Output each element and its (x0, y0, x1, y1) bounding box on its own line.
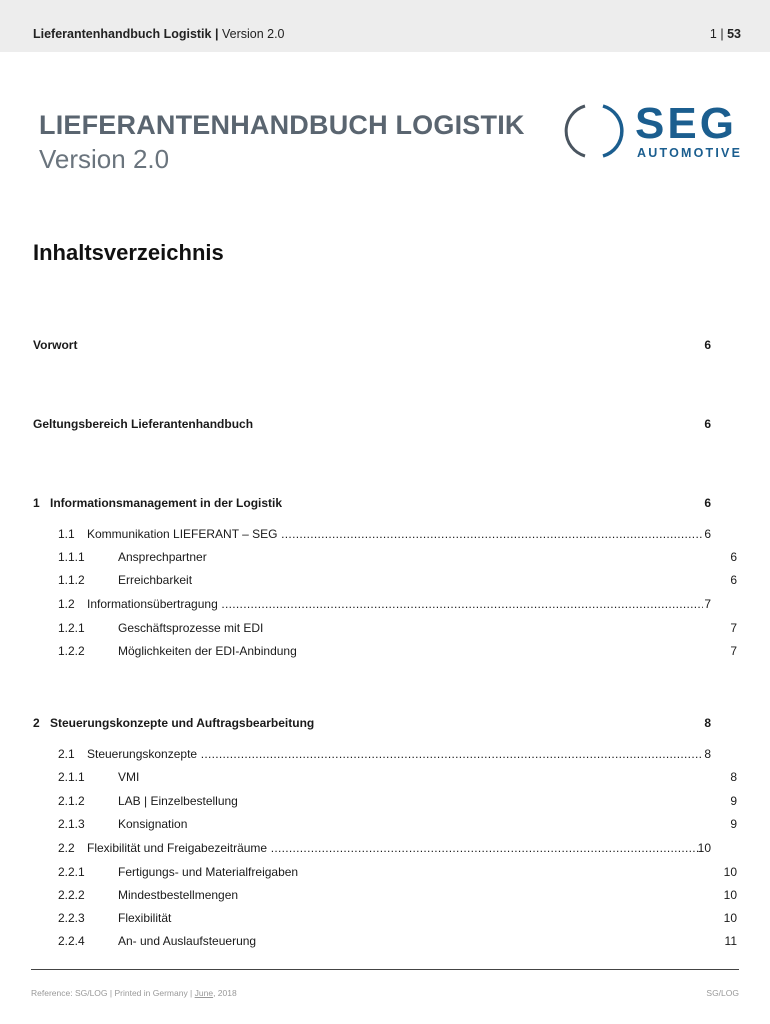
header-doc-title (33, 27, 285, 41)
toc-entry-number: 1.1.2 (58, 573, 85, 587)
footer-code: SG/LOG (706, 988, 739, 998)
toc-entry-title: Steuerungskonzepte ..... (87, 747, 703, 761)
toc-entry-title: Geltungsbereich Lieferantenhandbuch (33, 417, 254, 431)
toc-entry-title: Ansprechpartner (118, 550, 207, 564)
page-current: 1 (709, 27, 717, 41)
toc-entry-number: 2.1 (58, 747, 75, 761)
toc-entry-number: 1.2 (58, 597, 75, 611)
toc-entry-title: LAB | Einzelbestellung (118, 794, 238, 808)
toc-entry-title: Flexibilität und Freigabezeiträume ..... (87, 841, 703, 855)
toc-entry-title: VMI (118, 770, 140, 784)
footer-reference (31, 988, 237, 998)
document-title: LIEFERANTENHANDBUCH LOGISTIK (39, 110, 525, 140)
toc-entry-page: 6 (730, 573, 737, 587)
toc-entry-page: 6 (704, 527, 711, 541)
toc-entry-number: 1.1.1 (58, 550, 85, 564)
toc-entry-title: Fertigungs- und Materialfreigaben (118, 865, 299, 879)
toc-entry-title: Vorwort (33, 338, 78, 352)
toc-entry-title: Flexibilität (118, 911, 172, 925)
toc-entry-number: 1.1 (58, 527, 75, 541)
toc-entry-number: 1 (33, 496, 40, 510)
toc-entry-page: 6 (704, 338, 711, 352)
toc-entry-page: 6 (704, 496, 711, 510)
toc-entry-title: An- und Auslaufsteuerung (118, 934, 257, 948)
toc-entry-number: 1.2.1 (58, 621, 85, 635)
toc-entry-number: 2.1.3 (58, 817, 85, 831)
toc-heading: Inhaltsverzeichnis (33, 240, 224, 265)
toc-entry-page: 6 (704, 417, 711, 431)
toc-entry-page: 10 (723, 911, 737, 925)
toc-entry-title: Konsignation (118, 817, 188, 831)
document-version: Version 2.0 (39, 144, 170, 174)
page-separator: | (720, 27, 724, 41)
toc-entry-page: 7 (704, 597, 711, 611)
footer-month: June (194, 988, 214, 998)
toc-entry-page: 6 (730, 550, 737, 564)
toc-entry-title: Möglichkeiten der EDI-Anbindung (118, 644, 297, 658)
header-separator: | (214, 27, 219, 41)
toc-entry-page: 9 (730, 794, 737, 808)
toc-entry-number: 2.2.3 (58, 911, 85, 925)
page-total: 53 (727, 27, 741, 41)
toc-entry-page: 8 (704, 716, 711, 730)
logo-swoosh-icon (563, 100, 629, 162)
logo-wordmark: SEG (635, 99, 737, 148)
toc-entry-title: Informationsübertragung ..... (87, 597, 703, 611)
toc-entry-title: Geschäftsprozesse mit EDI (118, 621, 264, 635)
toc-entry-page: 7 (730, 621, 737, 635)
toc-entry-page: 11 (724, 934, 737, 948)
toc-entry-page: 9 (730, 817, 737, 831)
logo-subtext: AUTOMOTIVE (637, 146, 743, 160)
footer-reference-text: Reference: SG/LOG | Printed in Germany | (31, 988, 193, 998)
toc-entry-page: 8 (730, 770, 737, 784)
toc-entry-number: 1.2.2 (58, 644, 85, 658)
toc-entry-title: Kommunikation LIEFERANT – SEG ..... (87, 527, 703, 541)
seg-automotive-logo (563, 100, 753, 162)
toc-entry-title: Steuerungskonzepte und Auftragsbearbeitung (50, 716, 315, 730)
header-doc-name: Lieferantenhandbuch Logistik (33, 27, 212, 41)
toc-entry-page: 10 (697, 841, 711, 855)
footer-year: , 2018 (213, 988, 237, 998)
toc-entry-number: 2.2 (58, 841, 75, 855)
footer-divider (31, 969, 739, 970)
toc-entry-page: 8 (704, 747, 711, 761)
toc-entry-title: Erreichbarkeit (118, 573, 193, 587)
toc-entry-page: 10 (723, 888, 737, 902)
toc-entry-number: 2 (33, 716, 40, 730)
page-header (0, 0, 770, 52)
header-page-number (710, 27, 741, 41)
toc-entry-page: 10 (723, 865, 737, 879)
header-version: Version 2.0 (221, 27, 285, 41)
toc-entry-number: 2.2.4 (58, 934, 85, 948)
toc-entry-page: 7 (730, 644, 737, 658)
toc-entry-number: 2.2.2 (58, 888, 85, 902)
toc-entry-number: 2.2.1 (58, 865, 85, 879)
toc-entry-title: Mindestbestellmengen (118, 888, 239, 902)
toc-entry-number: 2.1.1 (58, 770, 85, 784)
toc-entry-number: 2.1.2 (58, 794, 85, 808)
toc-entry-title: Informationsmanagement in der Logistik (50, 496, 283, 510)
